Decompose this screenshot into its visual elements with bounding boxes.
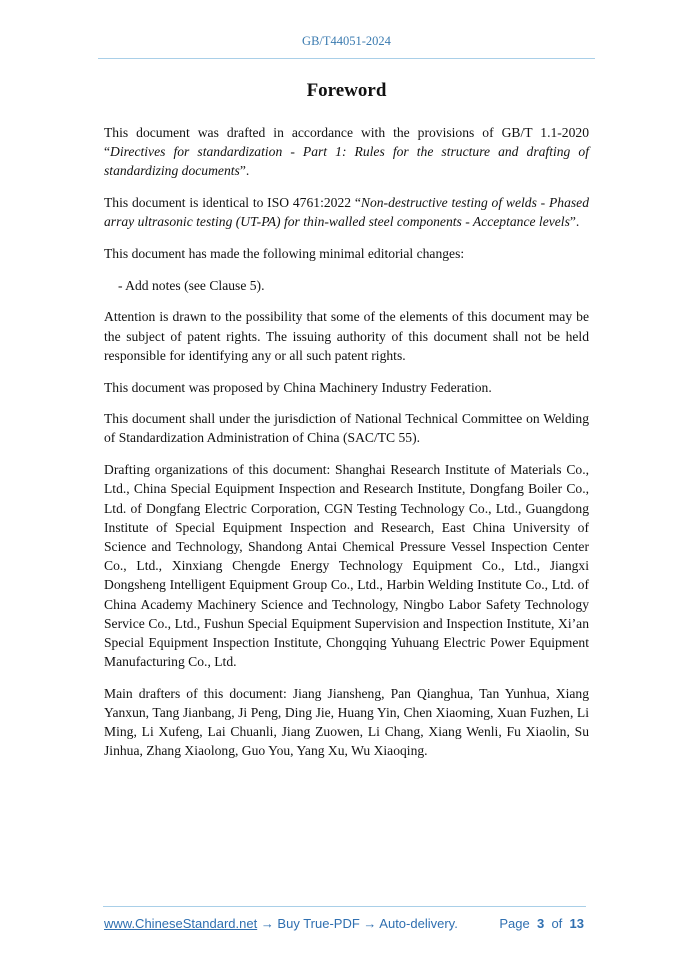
paragraph-proposed: This document was proposed by China Machinery Industry Federation.: [104, 379, 492, 395]
paragraph-patent: Attention is drawn to the possibility that some of the elements of this document may be the subject of patent rights. The issuing authority of this document shall not be held responsible for identifying any or all such patent rights.: [104, 309, 589, 363]
page-title: Foreword: [306, 80, 387, 101]
text: This document was drafted in accordance with the provisions of GB/T 1.1-2020 “: [104, 125, 589, 160]
page-total: 13: [569, 916, 584, 931]
page-number: 3: [536, 916, 545, 931]
footer-promo: → Buy True-PDF → Auto-delivery.: [257, 916, 458, 931]
document-body: [104, 123, 589, 773]
paragraph-drafters: Main drafters of this document: Jiang Jiansheng, Pan Qianghua, Tan Yunhua, Xiang Yanxun, Tang Jianbang, Ji Peng, Ding Jie, Huang Yin, Chen Xiaoming, Xuan Fuzhen, Li Ming, Li Xufeng, Lai Chuanli, Jiang Zuowen, Li Chang, Xiang Wenli, Fu Xiaolin, Su Jinhua, Zhang Xiaolong, Guo You, Yang Xu, Wu Xiaoqing.: [104, 685, 589, 759]
page-label: Page: [499, 916, 530, 931]
italic-title: Directives for standardization - Part 1: Rules for the structure and drafting of standardizing documents: [104, 144, 589, 179]
paragraph-drafting: [104, 123, 589, 181]
paragraph-organizations: Drafting organizations of this document: Shanghai Research Institute of Materials Co., Ltd., China Special Equipment Inspection and Research Institute, Dongfang Boiler Co., Ltd. of Dongfang Electric Corporation, CGN Testing Technology Co., Ltd., Guangdong Institute of Special Equipment Inspection and Research, East China University of Science and Technology, Shandong Antai Chemical Pressure Vessel Inspection Center Co., Ltd., Xinxiang Chengde Energy Technology Equipment Co., Ltd., Jiangxi Dongsheng Intelligent Equipment Group Co., Ltd., Harbin Welding Institute Co., Ltd. of China Academy Machinery Science and Technology, Ningbo Labor Safety Technology Service Co., Ltd., Fushun Special Equipment Supervision and Inspection Institute, Xi’an Special Equipment Inspection Institute, Chongqing Yuhuang Electric Power Equipment Manufacturing Co., Ltd.: [104, 462, 589, 670]
website-link[interactable]: www.ChineseStandard.net: [104, 916, 258, 931]
text: This document is identical to ISO 4761:2022 “: [104, 195, 361, 211]
paragraph-jurisdiction: This document shall under the jurisdiction of National Technical Committee on Welding of Standardization Administration of China (SAC/TC 55).: [104, 411, 589, 446]
paragraph-changes: This document has made the following minimal editorial changes:: [104, 246, 465, 262]
header-divider: [98, 58, 595, 59]
page-indicator: [499, 916, 584, 931]
footer: [104, 916, 584, 931]
of-label: of: [551, 916, 563, 931]
text: ”.: [239, 163, 250, 179]
text: ”.: [569, 214, 580, 230]
paragraph-identical: [104, 193, 589, 231]
footer-divider: [103, 906, 586, 907]
italic-title: Non-destructive testing of welds - Phased array ultrasonic testing (UT-PA) for thin-walled steel components - Acceptance levels: [104, 195, 590, 230]
bullet-change: - Add notes (see Clause 5).: [118, 277, 265, 293]
header-doc-code: GB/T44051-2024: [302, 34, 391, 48]
